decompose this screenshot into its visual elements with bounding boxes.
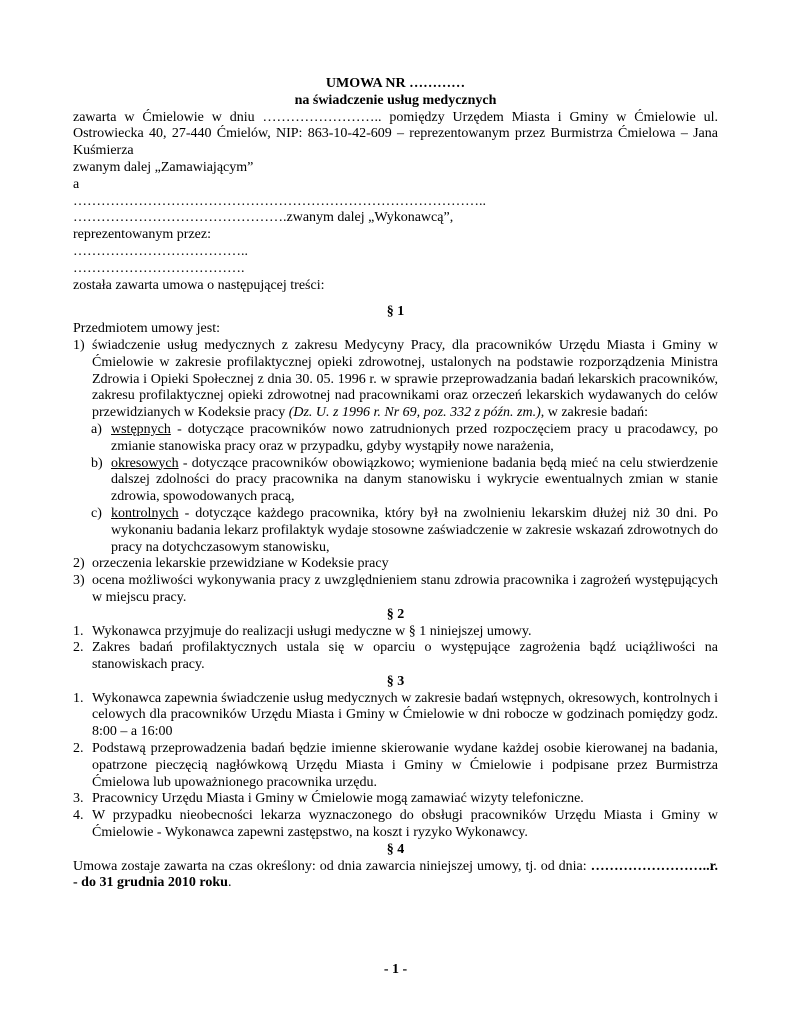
- s3-item-text: Pracownicy Urzędu Miasta i Gminy w Ćmielowie mogą zamawiać wizyty telefoniczne.: [92, 791, 584, 807]
- s1-sub-a-text: - dotyczące pracowników nowo zatrudnionych przed rozpoczęciem pracy u pracodawcy, po zmianie stanowiska pracy oraz w przypadku, gdyby wystąpiły nowe narażenia,: [111, 421, 718, 454]
- s2-item-text: Zakres badań profilaktycznych ustala się w oparciu o występujące zagrożenia bądź uciążliwości na stanowiskach pracy.: [92, 640, 718, 673]
- s3-item-4: [73, 808, 718, 842]
- document-title: UMOWA NR …………: [325, 76, 466, 91]
- list-number: 1): [73, 337, 85, 353]
- s1-sub-b-text: - dotyczące pracowników obowiązkowo; wymienione badania będą mieć na celu stwierdzenie dalszej zdolności do pracy pracownika na danym stanowisku i wykrycie ewentualnych zmian w stanie zdrowia, spowodowanych pracą,: [111, 455, 718, 505]
- section-2-heading: § 2: [386, 606, 405, 622]
- list-number: 2.: [73, 640, 84, 656]
- page-number: - 1 -: [383, 962, 408, 977]
- s1-item-2: [73, 556, 718, 573]
- zamawiajacy-line: zwanym dalej „Zamawiającym”: [73, 159, 254, 175]
- list-number: 2): [73, 556, 85, 572]
- document-body: [73, 76, 718, 892]
- s1-item-3-text: ocena możliwości wykonywania pracy z uwzględnieniem stanu zdrowia pracownika i zagrożeń występujących w miejscu pracy.: [92, 573, 718, 605]
- list-letter: c): [91, 505, 102, 521]
- s1-sub-b: [73, 456, 718, 506]
- s3-item-text: Wykonawca zapewnia świadczenie usług medycznych w zakresie badań wstępnych, okresowych, kontrolnych i celowych dla pracowników Urzędu Miasta i Gminy w Ćmielowie w dni robocze w godzinach pomiędzy godz. 8:00 – a 16:00: [92, 690, 718, 740]
- conjunction-line: a: [73, 176, 80, 192]
- representative-placeholder-1: ………………………………..: [73, 243, 248, 259]
- s1-item-3: [73, 573, 718, 607]
- legal-citation: (Dz. U. z 1996 r. Nr 69, poz. 332 z późn. zm.): [288, 405, 541, 421]
- term-wstepnych: wstępnych: [111, 421, 171, 437]
- list-number: 2.: [73, 741, 84, 757]
- section-3-heading: § 3: [386, 673, 405, 689]
- list-number: 4.: [73, 808, 84, 824]
- representative-placeholder-2: ……………………………….: [73, 260, 245, 276]
- s3-item-2: [73, 741, 718, 791]
- closing-line: została zawarta umowa o następującej treści:: [73, 277, 325, 293]
- section-1-heading: § 1: [386, 304, 405, 320]
- section-4-heading: § 4: [386, 841, 405, 857]
- s1-sub-a: [73, 422, 718, 456]
- list-letter: a): [91, 421, 102, 437]
- s4-text: Umowa zostaje zawarta na czas określony: od dnia zawarcia niniejszej umowy, tj. od dnia:: [73, 858, 591, 874]
- s3-item-text: W przypadku nieobecności lekarza wyznaczonego do obsługi pracowników Urzędu Miasta i Gminy w Ćmielowie - Wykonawca zapewni zastępstwo, na koszt i ryzyko Wykonawcy.: [92, 808, 718, 841]
- list-number: 1.: [73, 690, 84, 706]
- list-number: 3.: [73, 791, 84, 807]
- represented-by-line: reprezentowanym przez:: [73, 227, 211, 243]
- document-subtitle: na świadczenie usług medycznych: [294, 92, 497, 108]
- list-number: 1.: [73, 623, 84, 639]
- s2-item-1: [73, 624, 718, 641]
- s3-item-3: [73, 791, 718, 808]
- s1-item-1-text: świadczenie usług medycznych z zakresu Medycyny Pracy, dla pracowników Urzędu Miasta i Gminy w Ćmielowie w zakresie profilaktycznej opieki zdrowotnej, ustalonych na podstawie rozporządzenia Ministra Zdrowia i Opieki Społecznej z dnia 30. 05. 1996 r. w sprawie przeprowadzania badań lekarskich pracowników, zakresu profilaktycznej opieki zdrowotnej nad pracownikami oraz orzeczeń lekarskich wydawanych do celów przewidzianych w Kodeksie pracy: [92, 337, 718, 421]
- s4-period: .: [227, 875, 232, 891]
- s4-term-end: ……………………..r. - do 31 grudnia 2010 roku: [73, 858, 718, 891]
- term-okresowych: okresowych: [111, 455, 179, 471]
- s1-item-2-text: orzeczenia lekarskie przewidziane w Kodeksie pracy: [92, 556, 389, 572]
- list-letter: b): [91, 455, 103, 471]
- s3-item-1: [73, 691, 718, 741]
- parties-paragraph: zawarta w Ćmielowie w dniu …………………….. pomiędzy Urzędem Miasta i Gminy w Ćmielowie ul. Ostrowiecka 40, 27-440 Ćmielów, NIP: 863-10-42-609 – reprezentowanym przez Burmistrza Ćmielowa – Jana Kuśmierza: [73, 109, 718, 159]
- s1-item-1-tail: , w zakresie badań:: [540, 405, 649, 421]
- section-4-text: [73, 859, 718, 893]
- s1-sub-c-text: - dotyczące każdego pracownika, który był na zwolnieniu lekarskim dłużej niż 30 dni. Po wykonaniu badania lekarz profilaktyk wydaje stosowne zaświadczenie w zakresie wskazań zdrowotnych do pracy na dotychczasowym stanowisku,: [111, 505, 718, 555]
- section-1-lead: Przedmiotem umowy jest:: [73, 321, 220, 337]
- s2-item-text: Wykonawca przyjmuje do realizacji usługi medyczne w § 1 niniejszej umowy.: [92, 623, 532, 639]
- term-kontrolnych: kontrolnych: [111, 505, 179, 521]
- s1-item-1: [73, 338, 718, 422]
- contractor-placeholder-line: ……………………………………………………………………………..: [73, 193, 486, 209]
- list-number: 3): [73, 573, 85, 589]
- s2-item-2: [73, 640, 718, 674]
- wykonawca-line: ……………………………………….zwanym dalej „Wykonawcą”,: [73, 210, 454, 226]
- s1-sub-c: [73, 506, 718, 556]
- s3-item-text: Podstawą przeprowadzenia badań będzie imienne skierowanie wydane każdej osobie kierowanej na badania, opatrzone pieczęcią nagłówkową Urzędu Miasta i Gminy w Ćmielowie i podpisane przez Burmistrza Ćmielowa lub upoważnionego pracownika urzędu.: [92, 741, 718, 790]
